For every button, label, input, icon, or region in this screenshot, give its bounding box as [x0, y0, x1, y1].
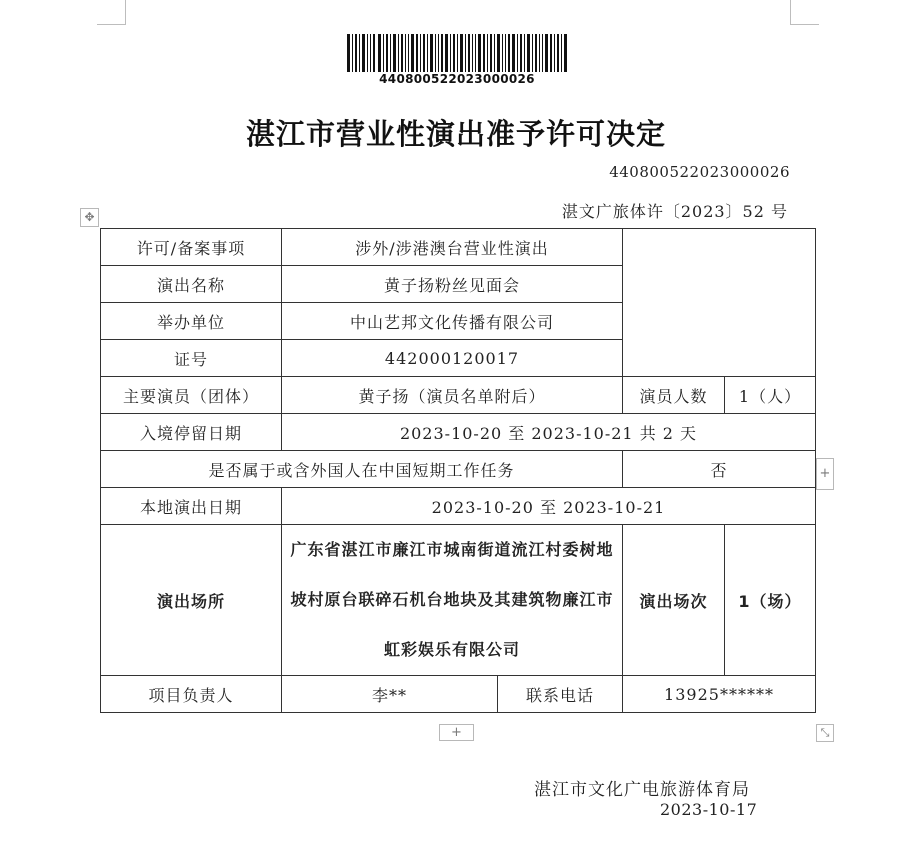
- permit-type-value[interactable]: 涉外/涉港澳台营业性演出: [282, 229, 623, 266]
- contact-phone-value[interactable]: 13925******: [623, 676, 816, 713]
- add-row-button[interactable]: +: [439, 724, 474, 741]
- barcode-number: 440800522023000026: [379, 72, 535, 86]
- table-row: [101, 414, 816, 451]
- entry-stay-value[interactable]: 2023-10-20 至 2023-10-21 共 2 天: [282, 414, 816, 451]
- table-row: [101, 229, 816, 266]
- page-corner-mark-top-left: [97, 0, 126, 25]
- entry-stay-label: 入境停留日期: [101, 414, 282, 451]
- main-performer-value[interactable]: 黄子扬（演员名单附后）: [282, 377, 623, 414]
- show-count-value[interactable]: 1（场）: [725, 525, 816, 676]
- table-row: [101, 377, 816, 414]
- table-row: [101, 451, 816, 488]
- show-name-value[interactable]: 黄子扬粉丝见面会: [282, 266, 623, 303]
- local-dates-value[interactable]: 2023-10-20 至 2023-10-21: [282, 488, 816, 525]
- table-row: [101, 676, 816, 713]
- issue-date: 2023-10-17: [660, 800, 758, 819]
- foreign-work-value[interactable]: 否: [623, 451, 816, 488]
- document-number: 440800522023000026: [609, 163, 790, 181]
- add-column-button[interactable]: +: [816, 458, 834, 490]
- main-performer-label: 主要演员（团体）: [101, 377, 282, 414]
- permit-type-label: 许可/备案事项: [101, 229, 282, 266]
- show-count-label: 演出场次: [623, 525, 725, 676]
- license-no-label: 证号: [101, 340, 282, 377]
- local-dates-label: 本地演出日期: [101, 488, 282, 525]
- barcode-image: [347, 34, 567, 72]
- venue-label: 演出场所: [101, 525, 282, 676]
- venue-value: 广东省湛江市廉江市城南街道流江村委树地坡村原台联碎石机台地块及其建筑物廉江市虹彩娱乐有限公司: [290, 540, 614, 659]
- performer-count-label: 演员人数: [623, 377, 725, 414]
- foreign-work-label: 是否属于或含外国人在中国短期工作任务: [101, 451, 623, 488]
- table-move-handle-icon[interactable]: ✥: [80, 208, 99, 227]
- license-no-value[interactable]: 442000120017: [282, 340, 623, 377]
- permit-info-table: [100, 228, 816, 713]
- table-resize-handle-icon[interactable]: ⤡: [816, 724, 834, 742]
- organizer-label: 举办单位: [101, 303, 282, 340]
- document-title: 湛江市营业性演出准予许可决定: [245, 117, 666, 151]
- table-row: [101, 525, 816, 676]
- venue-value-cell[interactable]: [282, 525, 623, 676]
- issuing-authority: 湛江市文化广电旅游体育局: [534, 780, 750, 800]
- blank-merged-cell[interactable]: [623, 229, 816, 377]
- page-corner-mark-top-right: [790, 0, 819, 25]
- show-name-label: 演出名称: [101, 266, 282, 303]
- organizer-value[interactable]: 中山艺邦文化传播有限公司: [282, 303, 623, 340]
- project-lead-label: 项目负责人: [101, 676, 282, 713]
- table-row: [101, 488, 816, 525]
- project-lead-value[interactable]: 李**: [282, 676, 498, 713]
- performer-count-value[interactable]: 1（人）: [725, 377, 816, 414]
- permit-number: 湛文广旅体许〔2023〕52 号: [561, 202, 788, 221]
- contact-phone-label: 联系电话: [498, 676, 623, 713]
